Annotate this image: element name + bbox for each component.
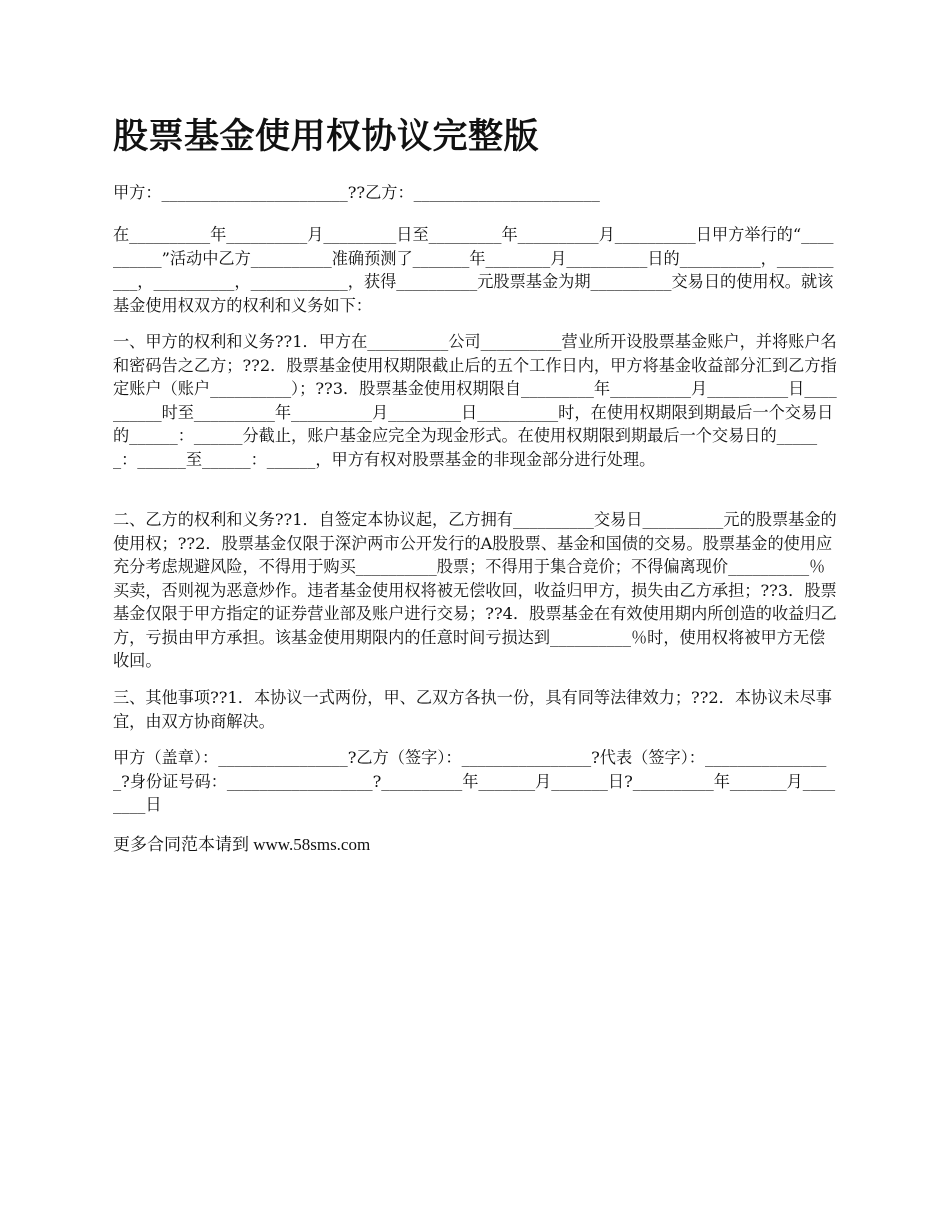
section-party-b-rights: 二、乙方的权利和义务??1．自签定本协议起，乙方拥有__________交易日__________元的股票基金的使用权；??2．股票基金仅限于深沪两市公开发行的A股股票、基金和国债的交易。股票基金的使用应充分考虑规避风险，不得用于购买__________股票；不得用于集合竞价；不得偏离现价__________％买卖，否则视为恶意炒作。违者基金使用权将被无偿收回，收益归甲方，损失由乙方承担；??3．股票基金仅限于甲方指定的证券营业部及账户进行交易；??4．股票基金在有效使用期内所创造的收益归乙方，亏损由甲方承担。该基金使用期限内的任意时间亏损达到__________％时，使用权将被甲方无偿收回。 bbox=[113, 510, 837, 670]
intro-paragraph: 在__________年__________月_________日至_________年__________月__________日甲方举行的“__________”活动中乙方__________准确预测了_______年________月__________日的__________，__________，__________，____________，获得__________元股票基金为期__________交易日的使用权。就该基金使用权双方的权利和义务如下： bbox=[113, 225, 834, 315]
footer-note: 更多合同范本请到 www.58sms.com bbox=[113, 835, 371, 854]
parties-line: 甲方：_______________________??乙方：_______________________ bbox=[113, 183, 600, 202]
section-other-matters: 三、其他事项??1．本协议一式两份，甲、乙双方各执一份，具有同等法律效力；??2．本协议未尽事宜，由双方协商解决。 bbox=[113, 688, 832, 731]
document-title: 股票基金使用权协议完整版 bbox=[113, 117, 540, 157]
section-party-a-rights: 一、甲方的权利和义务??1．甲方在__________公司__________营业所开设股票基金账户，并将账户名和密码告之乙方；??2．股票基金使用权期限截止后的五个工作日内，甲方将基金收益部分汇到乙方指定账户（账户__________）；??3．股票基金使用权期限自_________年__________月__________日__________时至__________年__________月_________日__________时，在使用权期限到期最后一个交易日的______：______分截止，账户基金应完全为现金形式。在使用权期限到期最后一个交易日的______：______至______：______，甲方有权对股票基金的非现金部分进行处理。 bbox=[113, 332, 837, 469]
signature-block: 甲方（盖章）：________________?乙方（签字）：________________?代表（签字）：________________?身份证号码：__________________?__________年_______月_______日?__________年_______月________日 bbox=[113, 748, 836, 814]
